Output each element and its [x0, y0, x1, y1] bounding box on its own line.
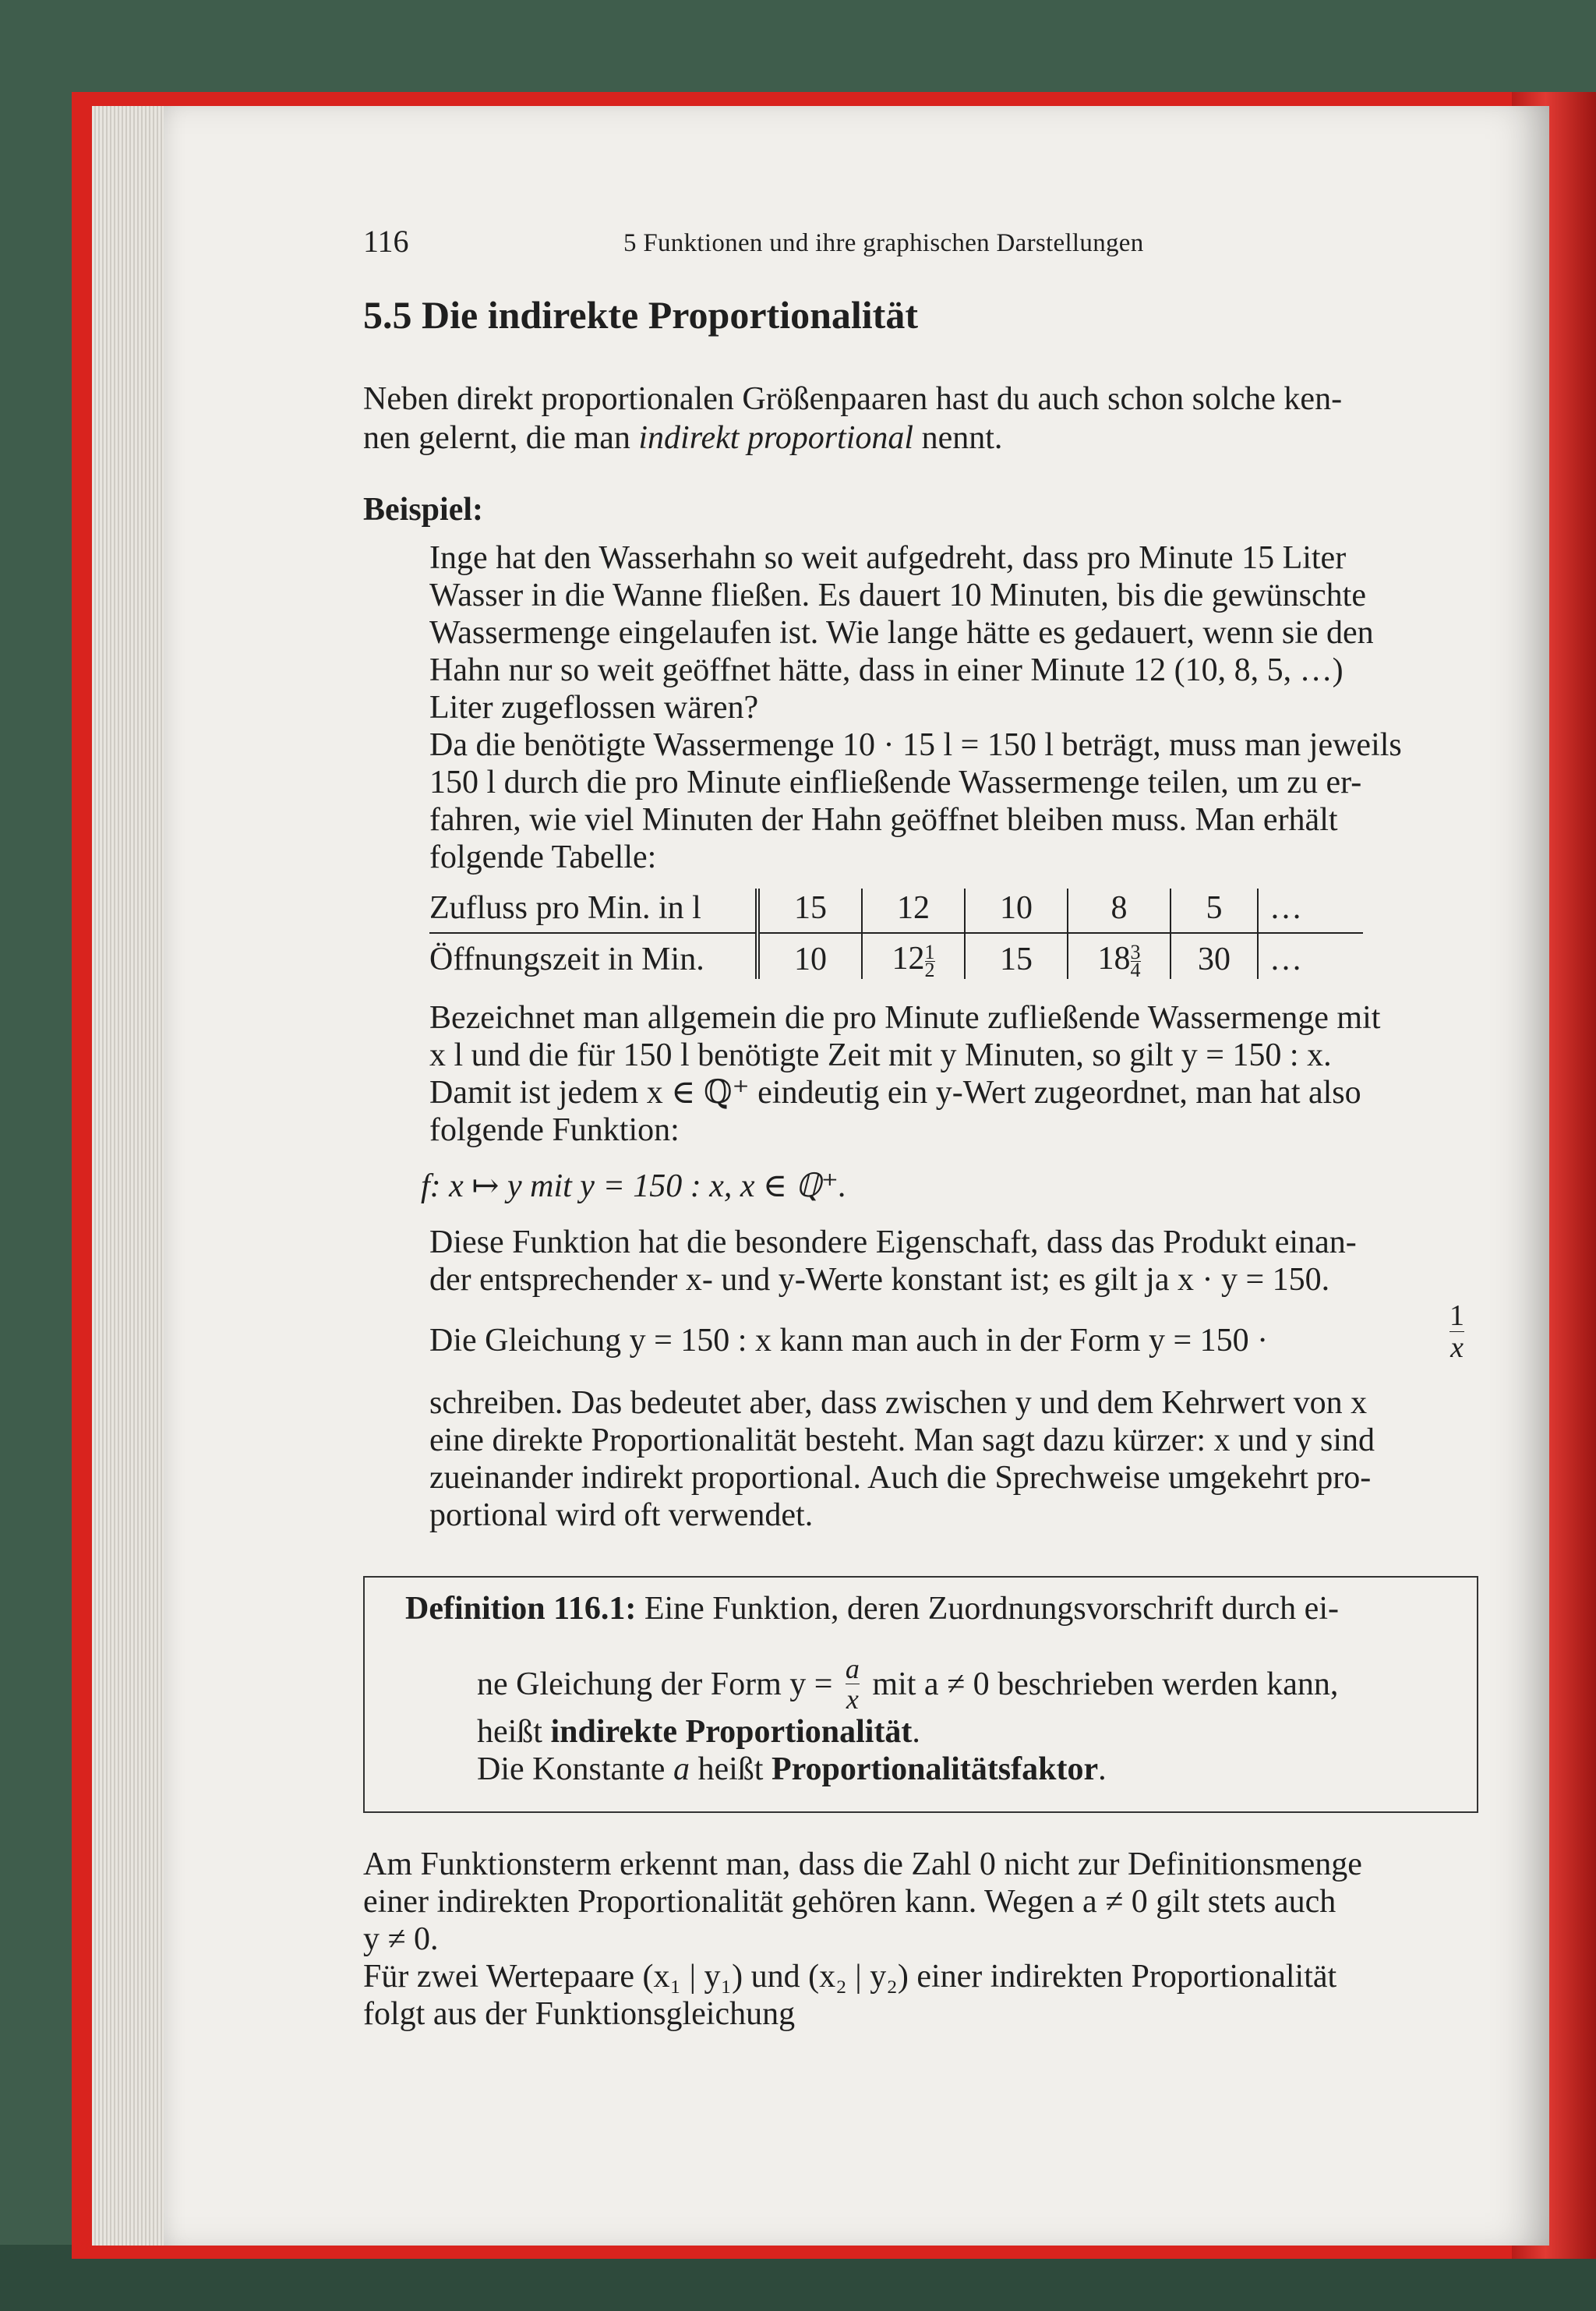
- example-line: Da die benötigte Wassermenge 10 · 15 l = 150 l beträgt, muss man jeweils: [429, 727, 1402, 763]
- value-table: [429, 889, 1363, 979]
- example-line: Wassermenge eingelaufen ist. Wie lange hätte es gedauert, wenn sie den: [429, 615, 1374, 651]
- body-line: Bezeichnet man allgemein die pro Minute zufließende Wassermenge mit: [429, 1000, 1381, 1036]
- example-line: Hahn nur so weit geöffnet hätte, dass in einer Minute 12 (10, 8, 5, …): [429, 652, 1344, 688]
- intro-line-1: Neben direkt proportionalen Größenpaaren hast du auch schon solche ken-: [363, 381, 1343, 417]
- table-cell: 5: [1171, 889, 1258, 933]
- definition-line: heißt indirekte Proportionalität.: [477, 1714, 920, 1750]
- body-line: Am Funktionsterm erkennt man, dass die Zahl 0 nicht zur Definitionsmenge: [363, 1846, 1362, 1882]
- body-line: zueinander indirekt proportional. Auch die Sprechweise umgekehrt pro-: [429, 1460, 1372, 1496]
- body-line: einer indirekten Proportionalität gehören kann. Wegen a ≠ 0 gilt stets auch: [363, 1884, 1336, 1920]
- definition-line: Die Konstante a heißt Proportionalitätsfaktor.: [477, 1751, 1107, 1787]
- body-line: Diese Funktion hat die besondere Eigenschaft, dass das Produkt einan-: [429, 1224, 1357, 1260]
- body-line: folgende Funktion:: [429, 1112, 680, 1148]
- table-row-label: Zufluss pro Min. in l: [429, 889, 757, 933]
- page-number: 116: [363, 224, 409, 259]
- function-formula: f: x ↦ y mit y = 150 : x, x ∈ ℚ⁺.: [421, 1168, 847, 1204]
- table-cell: 15: [965, 933, 1068, 979]
- definition-label: Definition 116.1:: [405, 1591, 637, 1627]
- section-title: 5.5 Die indirekte Proportionalität: [363, 293, 918, 337]
- intro-line-2: nen gelernt, die man indirekt proportional nennt.: [363, 420, 1003, 456]
- body-line: eine direkte Proportionalität besteht. Man sagt dazu kürzer: x und y sind: [429, 1422, 1375, 1458]
- table-row: [429, 933, 1363, 979]
- example-line: Liter zugeflossen wären?: [429, 690, 759, 726]
- table-cell: 15: [757, 889, 862, 933]
- table-cell: 12 $\frac{1}{2}$: [862, 933, 965, 979]
- example-line: 150 l durch die pro Minute einfließende Wassermenge teilen, um zu er-: [429, 765, 1362, 800]
- table-row-label: Öffnungszeit in Min.: [429, 942, 704, 977]
- example-line: Inge hat den Wasserhahn so weit aufgedreht, dass pro Minute 15 Liter: [429, 540, 1347, 576]
- fraction-three-quarter: $\frac{3}{4}$: [1130, 940, 1141, 981]
- table-cell: …: [1258, 933, 1363, 979]
- body-line: der entsprechender x- und y-Werte konstant ist; es gilt ja x · y = 150.: [429, 1262, 1330, 1298]
- body-line: Für zwei Wertepaare (x₁ | y₁) und (x₂ | y₂) einer indirekten Proportionalität: [363, 1959, 1337, 1995]
- fraction-one-over-x: $\frac{1}{x}$: [1449, 1299, 1464, 1364]
- table-cell: 18 $\frac{3}{4}$: [1068, 933, 1171, 979]
- table-cell: 30: [1171, 933, 1258, 979]
- example-line: Wasser in die Wanne fließen. Es dauert 10 Minuten, bis die gewünschte: [429, 578, 1366, 613]
- fraction-half: $\frac{1}{2}$: [924, 940, 935, 981]
- body-line: Damit ist jedem x ∈ ℚ⁺ eindeutig ein y-Wert zugeordnet, man hat also: [429, 1075, 1361, 1111]
- body-line: portional wird oft verwendet.: [429, 1497, 814, 1533]
- table-cell: 10: [965, 889, 1068, 933]
- definition-line: ne Gleichung der Form y = $\frac{a}{x}$ mit a ≠ 0 beschrieben werden kann,: [477, 1653, 1339, 1715]
- fraction-a-over-x: $\frac{a}{x}$: [845, 1653, 860, 1715]
- table-cell: 8: [1068, 889, 1171, 933]
- example-line: folgende Tabelle:: [429, 839, 657, 875]
- body-line: x l und die für 150 l benötigte Zeit mit y Minuten, so gilt y = 150 : x.: [429, 1037, 1332, 1073]
- table-cell: 12: [862, 889, 965, 933]
- body-line: y ≠ 0.: [363, 1921, 439, 1957]
- body-line: folgt aus der Funktionsgleichung: [363, 1996, 796, 2032]
- example-line: fahren, wie viel Minuten der Hahn geöffnet bleiben muss. Man erhält: [429, 802, 1338, 838]
- example-label: Beispiel:: [363, 492, 483, 528]
- running-title: 5 Funktionen und ihre graphischen Darstellungen: [623, 229, 1144, 257]
- body-line: schreiben. Das bedeutet aber, dass zwischen y und dem Kehrwert von x: [429, 1385, 1368, 1421]
- table-cell: 10: [757, 933, 862, 979]
- table-row: [429, 889, 1363, 933]
- body-line: Die Gleichung y = 150 : x kann man auch in der Form y = 150 ·: [429, 1323, 1269, 1359]
- table-cell: …: [1258, 889, 1363, 933]
- definition-line: Definition 116.1: Eine Funktion, deren Zuordnungsvorschrift durch ei-: [405, 1591, 1339, 1627]
